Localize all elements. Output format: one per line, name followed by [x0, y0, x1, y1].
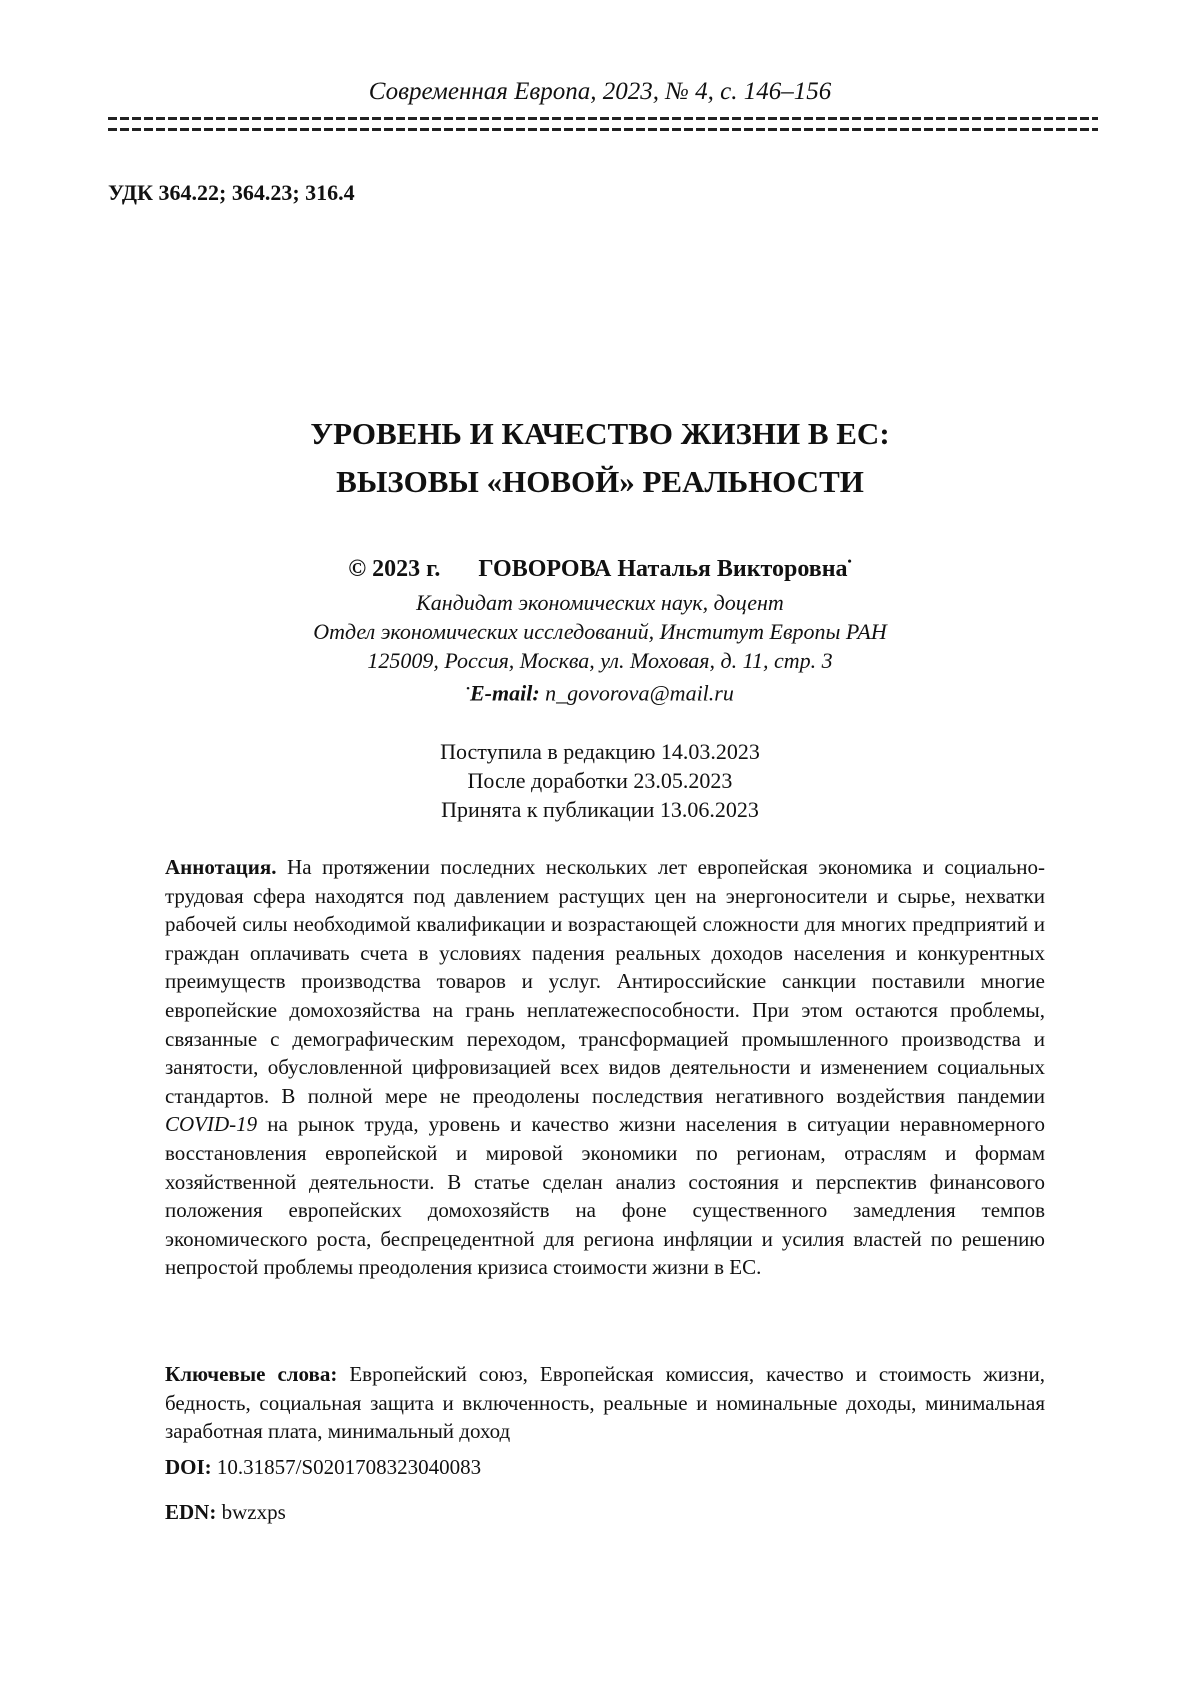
keywords-label: Ключевые слова:	[165, 1362, 338, 1386]
abstract-label: Аннотация.	[165, 855, 277, 879]
author-line	[0, 556, 1200, 583]
title-line-2: ВЫЗОВЫ «НОВОЙ» РЕАЛЬНОСТИ	[336, 464, 864, 499]
date-revised: После доработки 23.05.2023	[467, 768, 733, 793]
publication-dates	[0, 737, 1200, 824]
author-footnote-marker: •	[847, 554, 852, 568]
author-affiliation	[0, 588, 1200, 707]
doi-label: DOI:	[165, 1455, 212, 1479]
journal-running-head: Современная Европа, 2023, № 4, с. 146–156	[368, 78, 832, 105]
email-footnote-marker: •	[466, 683, 470, 695]
abstract-text-part1: На протяжении последних нескольких лет европейская экономика и социально-трудовая сфера находятся под давлением растущих цен на энергоносители и сырье, нехватки рабочей силы необходимой квалификации и возрастающей сложности для многих предприятий и граждан оплачивать счета в условиях падения реальных доходов населения и конкурентных преимуществ производства товаров и услуг. Антироссийские санкции поставили многие европейские домохозяйства на грань неплатежеспособности. При этом остаются проблемы, связанные с демографическим переходом, трансформацией промышленного производства и занятости, обусловленной цифровизацией всех видов деятельности и изменением социальных стандартов. В полной мере не преодолены последствия негативного воздействия пандемии	[165, 855, 1045, 1108]
date-received: Поступила в редакцию 14.03.2023	[440, 739, 760, 764]
article-title	[0, 410, 1200, 506]
abstract-text-part2: на рынок труда, уровень и качество жизни населения в ситуации неравномерного восстановления европейской и мировой экономики по регионам, отраслям и формам хозяйственной деятельности. В статье сделан анализ состояния и перспектив финансового положения европейских домохозяйств на фоне существенного замедления темпов экономического роста, беспрецедентной для региона инфляции и усилия властей по решению непростой проблемы преодоления кризиса стоимости жизни в ЕС.	[165, 1112, 1045, 1280]
udk-code: УДК 364.22; 364.23; 316.4	[108, 180, 355, 205]
abstract-italic-term: COVID-19	[165, 1112, 258, 1137]
author-email[interactable]: n_govorova@mail.ru	[545, 680, 734, 706]
author-email-line	[0, 675, 1200, 707]
edn-line	[165, 1500, 286, 1525]
author-department: Отдел экономических исследований, Институт Европы РАН	[313, 619, 887, 644]
author-degree: Кандидат экономических наук, доцент	[416, 590, 784, 615]
edn-label: EDN:	[165, 1500, 217, 1524]
abstract	[165, 853, 1045, 1282]
doi-value[interactable]: 10.31857/S0201708323040083	[216, 1455, 482, 1479]
email-label: E-mail:	[470, 680, 540, 706]
keywords	[165, 1360, 1045, 1446]
author-name: ГОВОРОВА Наталья Викторовна	[478, 556, 848, 582]
title-line-1: УРОВЕНЬ И КАЧЕСТВО ЖИЗНИ В ЕС:	[310, 416, 890, 451]
date-accepted: Принята к публикации 13.06.2023	[441, 797, 759, 822]
doi-line	[165, 1455, 481, 1480]
edn-value: bwzxps	[221, 1500, 286, 1524]
header-double-rule	[108, 117, 1098, 131]
keywords-text: Европейский союз, Европейская комиссия, качество и стоимость жизни, бедность, социальная защита и включенность, реальные и номинальные доходы, минимальная заработная плата, минимальный доход	[165, 1362, 1045, 1444]
author-address: 125009, Россия, Москва, ул. Моховая, д. 11, стр. 3	[367, 648, 833, 673]
copyright-year: © 2023 г.	[348, 556, 441, 582]
